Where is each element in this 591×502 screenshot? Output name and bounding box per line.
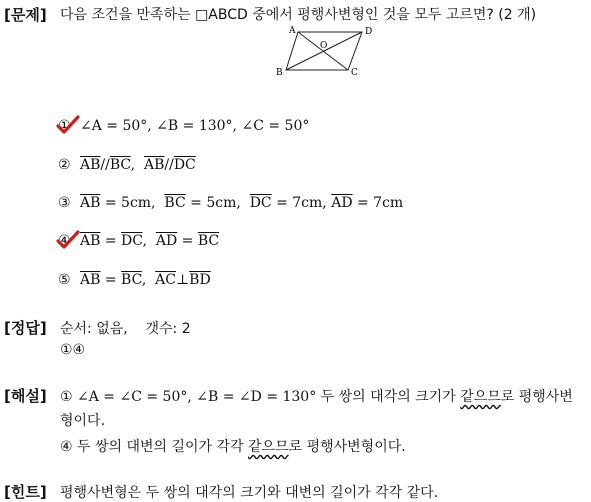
vertex-label-b: B [276,68,283,78]
option-5[interactable] [58,272,211,288]
explanation-text: 로 평행사변 [500,389,573,405]
equals: = [100,233,122,249]
explanation-tag: [해설] [4,387,47,405]
separator: , [130,157,144,173]
explanation-text: ④ 두 쌍의 대변의 길이가 각각 [60,439,249,455]
answer-line-2: ①④ [60,342,86,358]
vertex-label-d: D [365,27,373,37]
underlined-word: 같으므 [460,389,501,405]
separator: , [141,272,156,288]
check-mark-icon [56,230,80,250]
explanation-text: 두 쌍의 대각의 크기가 [316,389,461,405]
hint-tag: [힌트] [4,483,47,501]
segment-bc: $\overline{BC}$ [121,272,142,288]
segment-bc: $\overline{BC}$ [109,157,131,173]
segment-ad: $\overline{AD}$ [155,233,178,249]
center-label-o: O [320,41,328,51]
segment-ab: $\overline{AB}$ [80,157,101,173]
segment-ab: $\overline{AB}$ [80,233,101,249]
segment-ab: $\overline{AB}$ [143,157,165,173]
check-mark-icon [56,115,80,135]
option-4[interactable] [58,233,219,249]
segment-bc: $\overline{BC}$ [164,195,186,211]
parallel-symbol: // [164,157,174,173]
length-text: = 7cm [352,195,404,211]
option-number: ⑤ [58,272,71,288]
explanation-line-1 [60,386,573,406]
segment-dc: $\overline{DC}$ [249,195,272,211]
segment-ab: $\overline{AB}$ [80,272,101,288]
option-3[interactable] [58,195,403,211]
answer-line-1: 순서: 없음, 갯수: 2 [60,321,191,337]
segment-ac: $\overline{AC}$ [155,272,176,288]
explanation-line-2: 형이다. [60,413,106,429]
equals: = [100,272,122,288]
problem-text: 다음 조건을 만족하는 □ABCD 중에서 평행사변형인 것을 모두 고르면? (2 개) [60,7,537,23]
option-1[interactable] [58,118,309,134]
underlined-word: 같으므 [248,439,289,455]
segment-bc: $\overline{BC}$ [197,233,220,249]
explanation-math: ① ∠A = ∠C = 50°, ∠B = ∠D = 130° [60,389,317,405]
option-number: ③ [58,195,71,211]
explanation-text: 로 평행사변형이다. [288,439,406,455]
length-text: = 5cm, [185,195,250,211]
parallelogram-figure [272,22,382,78]
option-1-math: ∠A = 50°, ∠B = 130°, ∠C = 50° [80,118,310,134]
vertex-label-a: A [289,26,296,36]
segment-dc: $\overline{DC}$ [121,233,143,249]
explanation-line-3 [60,436,406,456]
segment-dc: $\overline{DC}$ [173,157,196,173]
hint-text: 평행사변형은 두 쌍의 대각의 크기와 대변의 길이가 각각 같다. [60,485,439,501]
problem-tag: [문제] [4,6,47,24]
segment-bd: $\overline{BD}$ [189,272,211,288]
option-number: ① [58,118,71,134]
equals: = [177,233,198,249]
length-text: = 5cm, [100,195,165,211]
answer-tag: [정답] [4,319,47,337]
option-number: ② [58,157,71,173]
segment-ab: $\overline{AB}$ [80,195,101,211]
length-text: = 7cm, [271,195,332,211]
vertex-label-c: C [351,68,358,78]
segment-ad: $\overline{AD}$ [331,195,353,211]
parallel-symbol: // [100,157,110,173]
perpendicular-symbol: ⊥ [176,272,190,288]
option-number: ④ [58,233,71,249]
separator: , [142,233,156,249]
option-2[interactable] [58,157,196,173]
